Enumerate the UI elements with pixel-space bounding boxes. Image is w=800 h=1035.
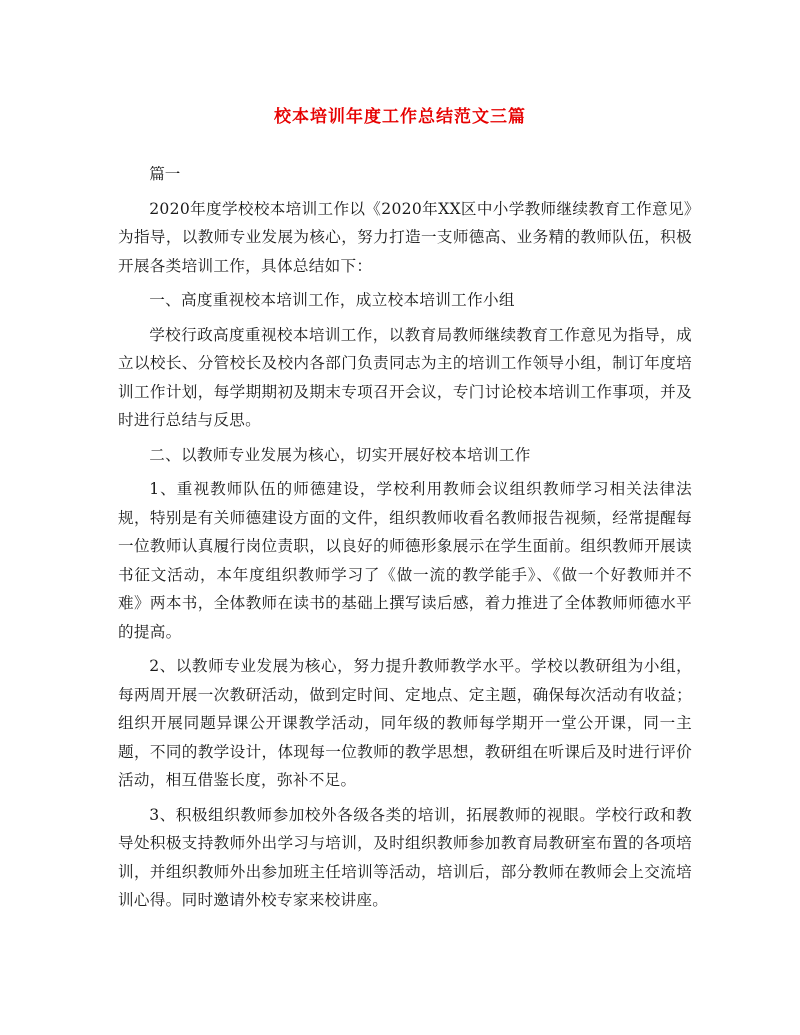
paragraph-intro: 2020年度学校校本培训工作以《2020年XX区中小学教师继续教育工作意见》为指导，以教师专业发展为核心，努力打造一支师德高、业务精的教师队伍，积极开展各类培训工作，具体总结如下： bbox=[118, 199, 692, 275]
paragraph-2-1: 1、重视教师队伍的师德建设，学校利用教师会议组织教师学习相关法律法规，特别是有关师德建设方面的文件，组织教师收看名教师报告视频，经常提醒每一位教师认真履行岗位责职，以良好的师德形象展示在学生面前。组织教师开展读书征文活动，本年度组织教师学习了《做一流的教学能手》、《做一个好教师并不难》两本书，全体教师在读书的基础上撰写读后感，着力推进了全体教师师德水平的提高。 bbox=[118, 480, 692, 641]
heading-2: 二、以教师专业发展为核心，切实开展好校本培训工作 bbox=[149, 445, 531, 464]
paragraph-2-2: 2、以教师专业发展为核心，努力提升教师教学水平。学校以教研组为小组，每两周开展一次教研活动，做到定时间、定地点、定主题，确保每次活动有收益；组织开展同题异课公开课教学活动，同年级的教师每学期开一堂公开课，同一主题，不同的教学设计，体现每一位教师的教学思想，教研组在听课后及时进行评价活动，相互借鉴长度，弥补不足。 bbox=[118, 657, 692, 789]
document-title: 校本培训年度工作总结范文三篇 bbox=[274, 107, 526, 127]
heading-1: 一、高度重视校本培训工作，成立校本培训工作小组 bbox=[149, 291, 515, 309]
document-body bbox=[118, 160, 692, 915]
paragraph-1: 学校行政高度重视校本培训工作，以教育局教师继续教育工作意见为指导，成立以校长、分管校长及校内各部门负责同志为主的培训工作领导小组，制订年度培训工作计划，每学期期初及期末专项召开会议，专门讨论校本培训工作事项，并及时进行总结与反思。 bbox=[118, 325, 692, 429]
section-label: 篇一 bbox=[149, 165, 181, 183]
paragraph-2-3: 3、积极组织教师参加校外各级各类的培训，拓展教师的视眼。学校行政和教导处积极支持教师外出学习与培训，及时组织教师参加教育局教研室布置的各项培训，并组织教师外出参加班主任培训等活动，培训后，部分教师在教师会上交流培训心得。同时邀请外校专家来校讲座。 bbox=[118, 805, 692, 909]
